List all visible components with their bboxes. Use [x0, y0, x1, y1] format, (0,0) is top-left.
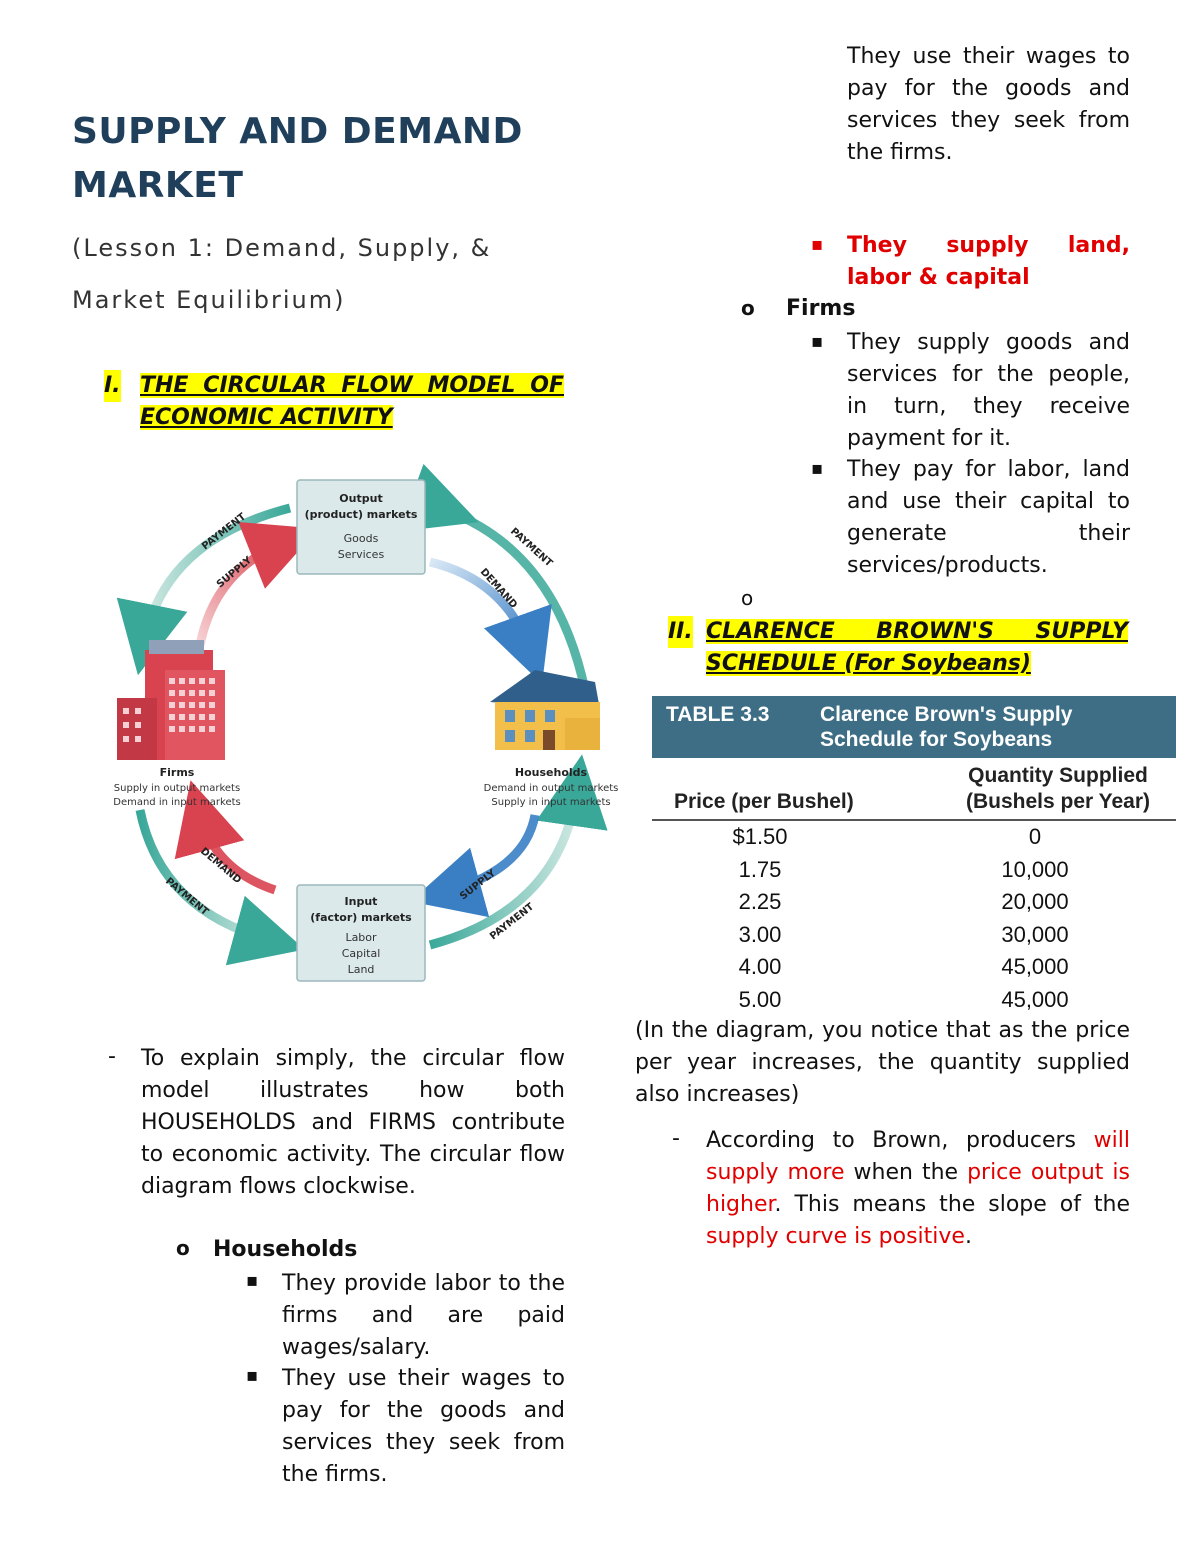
table-cell-price: 5.00 — [738, 987, 782, 1012]
svg-text:Demand in output markets: Demand in output markets — [483, 783, 619, 794]
svg-text:Labor: Labor — [345, 931, 377, 944]
households-item-2-continued — [847, 44, 1130, 169]
payment-arrow-top-left — [145, 508, 290, 640]
payment-label-tl: PAYMENT — [200, 511, 249, 553]
table-header-bar — [652, 696, 1176, 758]
table-cell-price: 2.25 — [738, 889, 782, 915]
demand-label-tr: DEMAND — [477, 566, 520, 611]
circle-bullet: o — [176, 1236, 190, 1260]
supply-label-tl: SUPPLY — [214, 554, 255, 591]
table-cell-quantity: 45,000 — [1001, 954, 1069, 980]
firms-item-2: They pay for labor, land and use their capital to generate their services/products. — [847, 457, 1130, 578]
households-house-icon — [490, 670, 600, 750]
dash-bullet: - — [108, 1044, 116, 1069]
square-bullet: ▪ — [811, 458, 824, 479]
square-bullet: ▪ — [246, 1365, 259, 1386]
page-subtitle: (Lesson 1: Demand, Supply, & Market Equilibrium) — [72, 234, 492, 314]
svg-text:Services: Services — [337, 548, 385, 561]
table-cell-price: 3.00 — [738, 921, 782, 947]
svg-text:Input: Input — [344, 895, 378, 908]
dash-bullet: - — [672, 1126, 680, 1151]
firms-building-icon — [117, 640, 225, 760]
table-cell-quantity: 10,000 — [1001, 856, 1069, 882]
payment-label-tr: PAYMENT — [507, 526, 555, 570]
households-item-2 — [282, 1363, 565, 1487]
section-2-heading — [668, 616, 1128, 680]
svg-text:Land: Land — [347, 963, 375, 976]
table-number: TABLE 3.3 — [666, 703, 770, 726]
section-2-number: II. — [668, 616, 693, 648]
table-caption: Clarence Brown's Supply Schedule for Soybeans — [820, 703, 1073, 751]
table-cell-quantity: 30,000 — [1001, 921, 1069, 947]
table-cell-quantity: 45,000 — [1001, 987, 1069, 1012]
diagram-note: (In the diagram, you notice that as the price per year increases, the quantity supplied also increases) — [635, 1018, 1130, 1107]
table-col-quantity: Quantity Supplied (Bushels per Year) — [965, 764, 1151, 813]
highlight-price-output-higher: price output is higher — [706, 1160, 1130, 1217]
households-item-2-continued-text: They use their wages to pay for the goods and services they seek from the firms. — [847, 44, 1130, 165]
demand-label-bl: DEMAND — [198, 845, 244, 887]
table-cell-price: 1.75 — [738, 856, 782, 882]
highlight-supply-curve-positive: supply curve is positive — [706, 1224, 965, 1249]
svg-text:Goods: Goods — [343, 532, 379, 545]
firms-item-1: They supply goods and services for the people, in turn, they receive payment for it. — [847, 330, 1130, 451]
svg-text:(factor) markets: (factor) markets — [310, 911, 412, 924]
households-item-3: They supply land, labor & capital — [847, 233, 1130, 290]
svg-text:Firms: Firms — [159, 766, 195, 779]
households-item-2-text: They use their wages to pay for the goods and services they seek from the firms. — [282, 1366, 565, 1487]
page-title: SUPPLY AND DEMAND MARKET — [72, 111, 523, 206]
section-1-heading — [104, 370, 564, 434]
table-col-price: Price (per Bushel) — [674, 790, 854, 813]
svg-text:(product) markets: (product) markets — [304, 508, 418, 521]
firms-label: Firms — [786, 296, 856, 321]
households-item-1: They provide labor to the firms and are paid wages/salary. — [282, 1271, 565, 1360]
square-bullet: ▪ — [246, 1270, 259, 1291]
svg-text:Demand in input markets: Demand in input markets — [113, 797, 241, 808]
explanation-paragraph: To explain simply, the circular flow model illustrates how both HOUSEHOLDS and FIRMS contribute to economic activity. The circular flow diagram flows clockwise. — [141, 1046, 565, 1199]
section-1-title: THE CIRCULAR FLOW MODEL OF ECONOMIC ACTIVITY — [140, 373, 564, 430]
brown-paragraph: According to Brown, producers will supply more when the price output is higher. This means the slope of the supply curve is positive. — [706, 1128, 1130, 1249]
section-1-number: I. — [104, 370, 121, 402]
svg-text:Supply in input markets: Supply in input markets — [491, 797, 611, 808]
table-cell-quantity: 0 — [1028, 824, 1042, 849]
square-bullet: ▪ — [811, 331, 824, 352]
table-cell-price: $1.50 — [732, 824, 788, 849]
circle-bullet: o — [741, 586, 754, 610]
table-cell-quantity: 20,000 — [1001, 889, 1069, 915]
households-label: Households — [213, 1237, 358, 1262]
circular-flow-diagram — [105, 470, 619, 990]
highlight-will-supply-more: will supply more — [706, 1128, 1130, 1185]
payment-label-br: PAYMENT — [488, 901, 537, 943]
svg-text:Capital: Capital — [341, 947, 381, 960]
svg-text:Output: Output — [339, 492, 383, 505]
supply-label-br: SUPPLY — [458, 867, 498, 903]
payment-label-bl: PAYMENT — [163, 875, 211, 918]
circle-bullet: o — [741, 296, 755, 320]
svg-text:Supply in output markets: Supply in output markets — [113, 783, 241, 794]
table-cell-price: 4.00 — [738, 954, 782, 980]
section-2-title: CLARENCE BROWN'S SUPPLY SCHEDULE (For Soybeans) — [706, 619, 1128, 676]
svg-text:Households: Households — [514, 766, 588, 779]
square-bullet: ▪ — [811, 234, 824, 255]
